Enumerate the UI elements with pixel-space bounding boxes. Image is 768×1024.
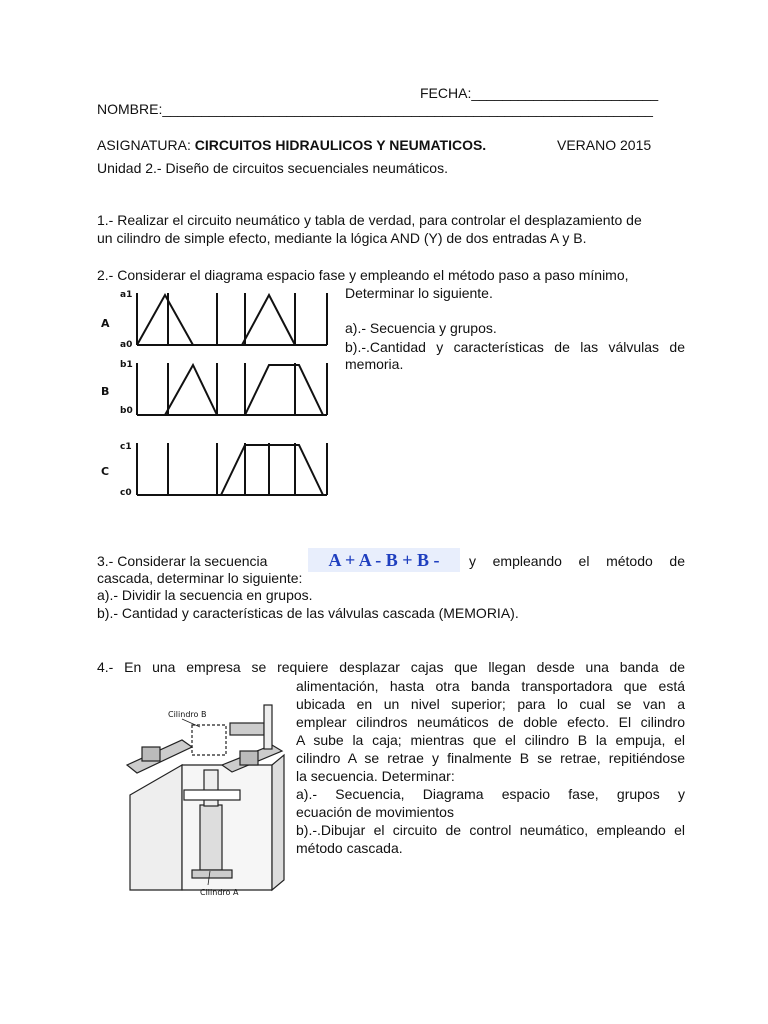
q4-l5: A sube la caja; mientras que el cilindro B la empuja, el [296, 732, 685, 748]
q4-l2: alimentación, hasta otra banda transportadora que está [296, 678, 685, 694]
q4-line1: 4.- En una empresa se requiere desplazar cajas que llegan desde una banda de [97, 659, 685, 675]
unit-title: Unidad 2.- Diseño de circuitos secuenciales neumáticos. [97, 160, 448, 176]
q1-line1: 1.- Realizar el circuito neumático y tabla de verdad, para controlar el desplazamiento de [97, 212, 642, 228]
q3-item-a: a).- Dividir la secuencia en grupos. [97, 587, 313, 603]
q2-line1: 2.- Considerar el diagrama espacio fase y empleando el método paso a paso mínimo, [97, 267, 629, 283]
machine-illustration [122, 695, 290, 900]
label-c1: c1 [120, 442, 132, 452]
fecha-field: FECHA:________________________ [420, 85, 659, 101]
asignatura-line [97, 137, 486, 154]
q3-line1-end: y empleando el método de [469, 553, 685, 569]
label-cilindro-b: Cilindro B [168, 710, 207, 719]
asignatura-value: CIRCUITOS HIDRAULICOS Y NEUMATICOS. [194, 137, 487, 153]
row-label-b: B [101, 385, 110, 398]
sequence-box: A + A - B + B - [308, 548, 460, 572]
term-label: VERANO 2015 [557, 137, 652, 153]
label-b1: b1 [120, 360, 133, 370]
label-b0: b0 [120, 406, 133, 416]
q4-paragraph [296, 677, 685, 857]
q4-l7: la secuencia. Determinar: [296, 768, 455, 784]
q3-item-b: b).- Cantidad y características de las válvulas cascada (MEMORIA). [97, 605, 519, 621]
nombre-field: NOMBRE:_______________________________________________________________ [97, 101, 653, 117]
label-c0: c0 [120, 488, 132, 498]
q4-item-a-cont: ecuación de movimientos [296, 804, 454, 820]
q4-item-b-cont: método cascada. [296, 840, 403, 856]
q3-line1-start: 3.- Considerar la secuencia [97, 553, 268, 569]
q2-line2: Determinar lo siguiente. [345, 285, 493, 301]
q3-line2: cascada, determinar lo siguiente: [97, 570, 303, 586]
q2-item-a: a).- Secuencia y grupos. [345, 320, 497, 336]
q4-l3: ubicada en un nivel superior; para lo cual se van a [296, 696, 685, 712]
row-label-a: A [101, 317, 110, 330]
label-a1: a1 [120, 290, 133, 300]
q4-item-a: a).- Secuencia, Diagrama espacio fase, grupos y [296, 786, 685, 802]
q4-l6: cilindro A se retrae y finalmente B se retrae, repitiéndose [296, 750, 685, 766]
phase-space-diagram [95, 283, 335, 505]
label-a0: a0 [120, 340, 133, 350]
row-label-c: C [101, 465, 110, 478]
label-cilindro-a: Cilindro A [200, 888, 239, 897]
asignatura-label: ASIGNATURA: [97, 137, 195, 153]
q1-line2: un cilindro de simple efecto, mediante la lógica AND (Y) de dos entradas A y B. [97, 230, 587, 246]
q2-item-b-cont: memoria. [345, 356, 404, 372]
q4-item-b: b).-.Dibujar el circuito de control neumático, empleando el [296, 822, 685, 838]
q4-l4: emplear cilindros neumáticos de doble efecto. El cilindro [296, 714, 685, 730]
q2-item-b: b).-.Cantidad y características de las válvulas de [345, 339, 685, 355]
